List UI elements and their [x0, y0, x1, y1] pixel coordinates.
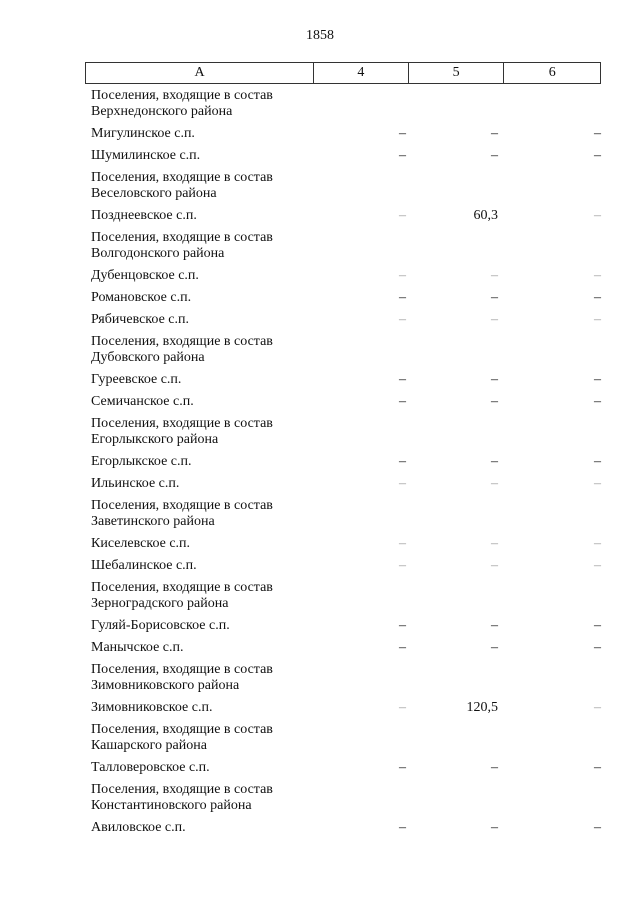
page-number: 1858 [306, 28, 334, 43]
table-row [85, 476, 601, 498]
cell-col-5: – [491, 618, 498, 633]
table-row [85, 372, 601, 394]
cell-col-6: – [594, 126, 601, 141]
cell-col-6: – [594, 820, 601, 835]
group-heading: Поселения, входящие в состав Верхнедонского района [91, 88, 273, 119]
cell-col-6: – [594, 454, 601, 469]
group-heading: Поселения, входящие в состав Зимовниковского района [91, 662, 273, 693]
table-row [85, 618, 601, 640]
cell-col-5: 120,5 [466, 700, 498, 715]
settlement-name: Ильинское с.п. [91, 476, 180, 491]
cell-col-4: – [399, 618, 406, 633]
settlement-name: Авиловское с.п. [91, 820, 186, 835]
cell-col-6: – [594, 394, 601, 409]
table-row [85, 394, 601, 416]
cell-col-5: – [491, 820, 498, 835]
table-row [85, 454, 601, 476]
cell-col-4: – [399, 820, 406, 835]
settlement-name: Романовское с.п. [91, 290, 192, 305]
cell-col-5: – [491, 558, 498, 573]
group-heading: Поселения, входящие в состав Заветинского района [91, 498, 273, 529]
cell-col-6: – [594, 558, 601, 573]
cell-col-5: – [491, 394, 498, 409]
table-row [85, 290, 601, 312]
table-row [85, 268, 601, 290]
table-row [85, 820, 601, 842]
settlement-name: Рябичевское с.п. [91, 312, 189, 327]
group-heading-row [85, 782, 601, 814]
group-heading: Поселения, входящие в состав Кашарского района [91, 722, 273, 753]
cell-col-4: – [399, 290, 406, 305]
cell-col-4: – [399, 454, 406, 469]
group-heading-row [85, 334, 601, 366]
header-col-4: 4 [313, 63, 408, 83]
table-row [85, 148, 601, 170]
cell-col-5: – [491, 268, 498, 283]
group-heading: Поселения, входящие в состав Дубовского района [91, 334, 273, 365]
settlement-name: Манычское с.п. [91, 640, 184, 655]
cell-col-4: – [399, 760, 406, 775]
cell-col-4: – [399, 208, 406, 223]
settlement-name: Егорлыкское с.п. [91, 454, 192, 469]
group-heading-row [85, 88, 601, 120]
header-col-6: 6 [503, 63, 600, 83]
group-heading: Поселения, входящие в состав Веселовского района [91, 170, 273, 201]
cell-col-5: – [491, 536, 498, 551]
cell-col-6: – [594, 700, 601, 715]
cell-col-5: – [491, 312, 498, 327]
cell-col-6: – [594, 290, 601, 305]
settlement-name: Гуляй-Борисовское с.п. [91, 618, 230, 633]
table-row [85, 536, 601, 558]
cell-col-6: – [594, 618, 601, 633]
cell-col-4: – [399, 268, 406, 283]
cell-col-4: – [399, 700, 406, 715]
cell-col-5: – [491, 640, 498, 655]
table-body [85, 84, 601, 842]
table-row [85, 312, 601, 334]
cell-col-5: – [491, 126, 498, 141]
cell-col-5: 60,3 [473, 208, 498, 223]
cell-col-4: – [399, 372, 406, 387]
cell-col-6: – [594, 312, 601, 327]
cell-col-6: – [594, 372, 601, 387]
settlement-name: Шебалинское с.п. [91, 558, 197, 573]
table-header [85, 62, 601, 84]
cell-col-6: – [594, 476, 601, 491]
settlement-name: Дубенцовское с.п. [91, 268, 199, 283]
cell-col-5: – [491, 290, 498, 305]
cell-col-5: – [491, 454, 498, 469]
settlement-name: Талловеровское с.п. [91, 760, 210, 775]
table-row [85, 640, 601, 662]
settlement-name: Гуреевское с.п. [91, 372, 182, 387]
group-heading: Поселения, входящие в состав Волгодонского района [91, 230, 273, 261]
settlement-name: Позднеевское с.п. [91, 208, 197, 223]
cell-col-5: – [491, 760, 498, 775]
group-heading: Поселения, входящие в состав Константиновского района [91, 782, 273, 813]
settlement-name: Шумилинское с.п. [91, 148, 201, 163]
cell-col-5: – [491, 476, 498, 491]
cell-col-6: – [594, 148, 601, 163]
cell-col-4: – [399, 558, 406, 573]
cell-col-6: – [594, 208, 601, 223]
cell-col-4: – [399, 640, 406, 655]
cell-col-4: – [399, 126, 406, 141]
cell-col-6: – [594, 536, 601, 551]
group-heading-row [85, 662, 601, 694]
cell-col-4: – [399, 394, 406, 409]
cell-col-6: – [594, 640, 601, 655]
group-heading-row [85, 416, 601, 448]
group-heading: Поселения, входящие в состав Егорлыкского района [91, 416, 273, 447]
settlement-name: Киселевское с.п. [91, 536, 191, 551]
cell-col-4: – [399, 312, 406, 327]
header-col-5: 5 [408, 63, 504, 83]
group-heading-row [85, 230, 601, 262]
table-row [85, 558, 601, 580]
group-heading-row [85, 722, 601, 754]
cell-col-4: – [399, 536, 406, 551]
cell-col-6: – [594, 268, 601, 283]
group-heading-row [85, 170, 601, 202]
settlement-name: Семичанское с.п. [91, 394, 194, 409]
cell-col-4: – [399, 476, 406, 491]
group-heading: Поселения, входящие в состав Зерноградского района [91, 580, 273, 611]
settlement-name: Мигулинское с.п. [91, 126, 195, 141]
settlement-name: Зимовниковское с.п. [91, 700, 213, 715]
cell-col-4: – [399, 148, 406, 163]
table-row [85, 760, 601, 782]
table-row [85, 208, 601, 230]
table-row [85, 126, 601, 148]
group-heading-row [85, 580, 601, 612]
cell-col-5: – [491, 372, 498, 387]
header-col-a: А [194, 65, 205, 80]
cell-col-5: – [491, 148, 498, 163]
table-row [85, 700, 601, 722]
group-heading-row [85, 498, 601, 530]
cell-col-6: – [594, 760, 601, 775]
data-table [85, 62, 601, 842]
